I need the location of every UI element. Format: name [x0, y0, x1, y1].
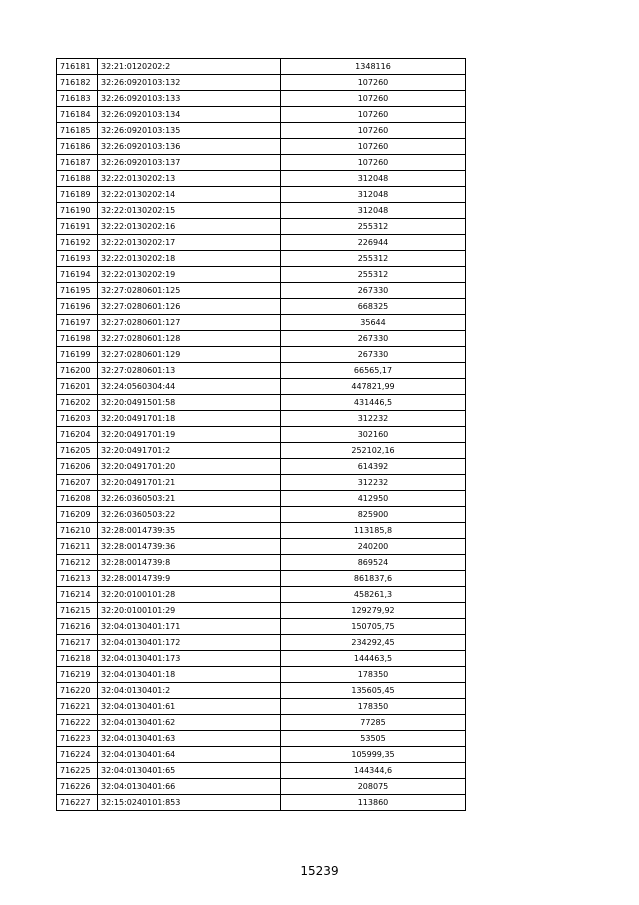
table-row	[57, 699, 466, 715]
table-row	[57, 363, 466, 379]
cadastral-number-cell: 32:04:0130401:2	[98, 683, 281, 699]
value-cell: 113860	[281, 795, 466, 811]
row-number-cell: 716192	[57, 235, 98, 251]
cadastral-number-cell: 32:20:0491701:2	[98, 443, 281, 459]
row-number-cell: 716194	[57, 267, 98, 283]
value-cell: 1348116	[281, 59, 466, 75]
table-row	[57, 715, 466, 731]
cadastral-number-cell: 32:20:0491501:58	[98, 395, 281, 411]
table-row	[57, 155, 466, 171]
table-row	[57, 763, 466, 779]
row-number-cell: 716216	[57, 619, 98, 635]
table-row	[57, 283, 466, 299]
cadastral-number-cell: 32:20:0100101:28	[98, 587, 281, 603]
row-number-cell: 716195	[57, 283, 98, 299]
value-cell: 208075	[281, 779, 466, 795]
table-row	[57, 667, 466, 683]
value-cell: 150705,75	[281, 619, 466, 635]
row-number-cell: 716201	[57, 379, 98, 395]
row-number-cell: 716215	[57, 603, 98, 619]
row-number-cell: 716193	[57, 251, 98, 267]
row-number-cell: 716186	[57, 139, 98, 155]
value-cell: 107260	[281, 107, 466, 123]
value-cell: 267330	[281, 347, 466, 363]
value-cell: 107260	[281, 75, 466, 91]
cadastral-number-cell: 32:04:0130401:62	[98, 715, 281, 731]
table-row	[57, 331, 466, 347]
cadastral-number-cell: 32:27:0280601:128	[98, 331, 281, 347]
table-row	[57, 475, 466, 491]
row-number-cell: 716207	[57, 475, 98, 491]
page-number: 15239	[300, 864, 339, 878]
cadastral-number-cell: 32:27:0280601:129	[98, 347, 281, 363]
row-number-cell: 716208	[57, 491, 98, 507]
cadastral-number-cell: 32:26:0920103:135	[98, 123, 281, 139]
row-number-cell: 716181	[57, 59, 98, 75]
value-cell: 825900	[281, 507, 466, 523]
cadastral-number-cell: 32:27:0280601:126	[98, 299, 281, 315]
cadastral-number-cell: 32:04:0130401:173	[98, 651, 281, 667]
cadastral-number-cell: 32:21:0120202:2	[98, 59, 281, 75]
table-row	[57, 347, 466, 363]
cadastral-number-cell: 32:28:0014739:36	[98, 539, 281, 555]
value-cell: 252102,16	[281, 443, 466, 459]
cadastral-number-cell: 32:04:0130401:172	[98, 635, 281, 651]
row-number-cell: 716204	[57, 427, 98, 443]
value-cell: 178350	[281, 699, 466, 715]
value-cell: 77285	[281, 715, 466, 731]
table-row	[57, 523, 466, 539]
value-cell: 240200	[281, 539, 466, 555]
value-cell: 107260	[281, 91, 466, 107]
cadastral-number-cell: 32:22:0130202:14	[98, 187, 281, 203]
cadastral-number-cell: 32:22:0130202:17	[98, 235, 281, 251]
cadastral-number-cell: 32:04:0130401:64	[98, 747, 281, 763]
table-row	[57, 619, 466, 635]
value-cell: 107260	[281, 155, 466, 171]
value-cell: 178350	[281, 667, 466, 683]
value-cell: 105999,35	[281, 747, 466, 763]
cadastral-number-cell: 32:04:0130401:61	[98, 699, 281, 715]
row-number-cell: 716222	[57, 715, 98, 731]
table-row	[57, 587, 466, 603]
value-cell: 431446,5	[281, 395, 466, 411]
table-row	[57, 779, 466, 795]
value-cell: 861837,6	[281, 571, 466, 587]
value-cell: 226944	[281, 235, 466, 251]
cadastral-number-cell: 32:04:0130401:171	[98, 619, 281, 635]
table-row	[57, 219, 466, 235]
cadastral-number-cell: 32:28:0014739:35	[98, 523, 281, 539]
value-cell: 255312	[281, 267, 466, 283]
cadastral-number-cell: 32:04:0130401:18	[98, 667, 281, 683]
table-body	[57, 59, 466, 811]
value-cell: 144463,5	[281, 651, 466, 667]
table-row	[57, 267, 466, 283]
cadastral-number-cell: 32:26:0920103:134	[98, 107, 281, 123]
row-number-cell: 716205	[57, 443, 98, 459]
cadastral-number-cell: 32:22:0130202:13	[98, 171, 281, 187]
value-cell: 447821,99	[281, 379, 466, 395]
cadastral-number-cell: 32:26:0360503:21	[98, 491, 281, 507]
value-cell: 234292,45	[281, 635, 466, 651]
row-number-cell: 716187	[57, 155, 98, 171]
table-row	[57, 59, 466, 75]
table-row	[57, 539, 466, 555]
value-cell: 129279,92	[281, 603, 466, 619]
row-number-cell: 716202	[57, 395, 98, 411]
row-number-cell: 716191	[57, 219, 98, 235]
row-number-cell: 716190	[57, 203, 98, 219]
row-number-cell: 716188	[57, 171, 98, 187]
row-number-cell: 716185	[57, 123, 98, 139]
value-cell: 312048	[281, 171, 466, 187]
value-cell: 113185,8	[281, 523, 466, 539]
value-cell: 35644	[281, 315, 466, 331]
row-number-cell: 716217	[57, 635, 98, 651]
table-row	[57, 171, 466, 187]
table-row	[57, 443, 466, 459]
table-row	[57, 491, 466, 507]
row-number-cell: 716213	[57, 571, 98, 587]
value-cell: 267330	[281, 331, 466, 347]
table-row	[57, 411, 466, 427]
table-row	[57, 507, 466, 523]
row-number-cell: 716198	[57, 331, 98, 347]
row-number-cell: 716196	[57, 299, 98, 315]
table-row	[57, 75, 466, 91]
row-number-cell: 716189	[57, 187, 98, 203]
cadastral-number-cell: 32:26:0920103:133	[98, 91, 281, 107]
value-cell: 107260	[281, 123, 466, 139]
row-number-cell: 716183	[57, 91, 98, 107]
table-row	[57, 747, 466, 763]
value-cell: 66565,17	[281, 363, 466, 379]
cadastral-number-cell: 32:27:0280601:13	[98, 363, 281, 379]
table-row	[57, 603, 466, 619]
row-number-cell: 716210	[57, 523, 98, 539]
cadastral-number-cell: 32:22:0130202:16	[98, 219, 281, 235]
table-row	[57, 299, 466, 315]
value-cell: 458261,3	[281, 587, 466, 603]
cadastral-number-cell: 32:26:0360503:22	[98, 507, 281, 523]
row-number-cell: 716226	[57, 779, 98, 795]
cadastral-number-cell: 32:20:0100101:29	[98, 603, 281, 619]
cadastral-number-cell: 32:20:0491701:18	[98, 411, 281, 427]
cadastral-number-cell: 32:15:0240101:853	[98, 795, 281, 811]
table-row	[57, 203, 466, 219]
table-row	[57, 395, 466, 411]
cadastral-number-cell: 32:20:0491701:19	[98, 427, 281, 443]
value-cell: 135605,45	[281, 683, 466, 699]
cadastral-number-cell: 32:28:0014739:9	[98, 571, 281, 587]
value-cell: 255312	[281, 251, 466, 267]
cadastral-number-cell: 32:27:0280601:125	[98, 283, 281, 299]
row-number-cell: 716200	[57, 363, 98, 379]
cadastral-number-cell: 32:26:0920103:136	[98, 139, 281, 155]
cadastral-number-cell: 32:20:0491701:21	[98, 475, 281, 491]
table-row	[57, 635, 466, 651]
table-row	[57, 91, 466, 107]
table-row	[57, 315, 466, 331]
table-row	[57, 139, 466, 155]
row-number-cell: 716212	[57, 555, 98, 571]
value-cell: 53505	[281, 731, 466, 747]
value-cell: 267330	[281, 283, 466, 299]
row-number-cell: 716182	[57, 75, 98, 91]
value-cell: 302160	[281, 427, 466, 443]
table-row	[57, 555, 466, 571]
value-cell: 412950	[281, 491, 466, 507]
table-row	[57, 651, 466, 667]
row-number-cell: 716225	[57, 763, 98, 779]
cadastral-number-cell: 32:27:0280601:127	[98, 315, 281, 331]
row-number-cell: 716209	[57, 507, 98, 523]
row-number-cell: 716221	[57, 699, 98, 715]
row-number-cell: 716206	[57, 459, 98, 475]
table-row	[57, 731, 466, 747]
row-number-cell: 716199	[57, 347, 98, 363]
row-number-cell: 716197	[57, 315, 98, 331]
row-number-cell: 716218	[57, 651, 98, 667]
table-row	[57, 251, 466, 267]
row-number-cell: 716227	[57, 795, 98, 811]
row-number-cell: 716211	[57, 539, 98, 555]
cadastral-number-cell: 32:20:0491701:20	[98, 459, 281, 475]
row-number-cell: 716219	[57, 667, 98, 683]
value-cell: 312048	[281, 187, 466, 203]
row-number-cell: 716214	[57, 587, 98, 603]
cadastral-number-cell: 32:22:0130202:18	[98, 251, 281, 267]
cadastral-number-cell: 32:24:0560304:44	[98, 379, 281, 395]
value-cell: 668325	[281, 299, 466, 315]
table-row	[57, 379, 466, 395]
value-cell: 312232	[281, 475, 466, 491]
cadastral-number-cell: 32:04:0130401:65	[98, 763, 281, 779]
table-row	[57, 187, 466, 203]
table-row	[57, 123, 466, 139]
value-cell: 144344,6	[281, 763, 466, 779]
value-cell: 312232	[281, 411, 466, 427]
row-number-cell: 716223	[57, 731, 98, 747]
row-number-cell: 716184	[57, 107, 98, 123]
table-row	[57, 427, 466, 443]
table-row	[57, 683, 466, 699]
value-cell: 107260	[281, 139, 466, 155]
table-row	[57, 107, 466, 123]
cadastral-number-cell: 32:04:0130401:66	[98, 779, 281, 795]
table-row	[57, 235, 466, 251]
cadastral-number-cell: 32:04:0130401:63	[98, 731, 281, 747]
cadastral-number-cell: 32:22:0130202:15	[98, 203, 281, 219]
cadastral-number-cell: 32:22:0130202:19	[98, 267, 281, 283]
row-number-cell: 716224	[57, 747, 98, 763]
value-cell: 869524	[281, 555, 466, 571]
value-cell: 312048	[281, 203, 466, 219]
row-number-cell: 716203	[57, 411, 98, 427]
table-row	[57, 795, 466, 811]
value-cell: 255312	[281, 219, 466, 235]
cadastral-number-cell: 32:26:0920103:132	[98, 75, 281, 91]
cadastral-number-cell: 32:26:0920103:137	[98, 155, 281, 171]
table-row	[57, 459, 466, 475]
value-cell: 614392	[281, 459, 466, 475]
row-number-cell: 716220	[57, 683, 98, 699]
table-row	[57, 571, 466, 587]
cadastral-number-cell: 32:28:0014739:8	[98, 555, 281, 571]
cadastral-value-table	[56, 58, 466, 811]
